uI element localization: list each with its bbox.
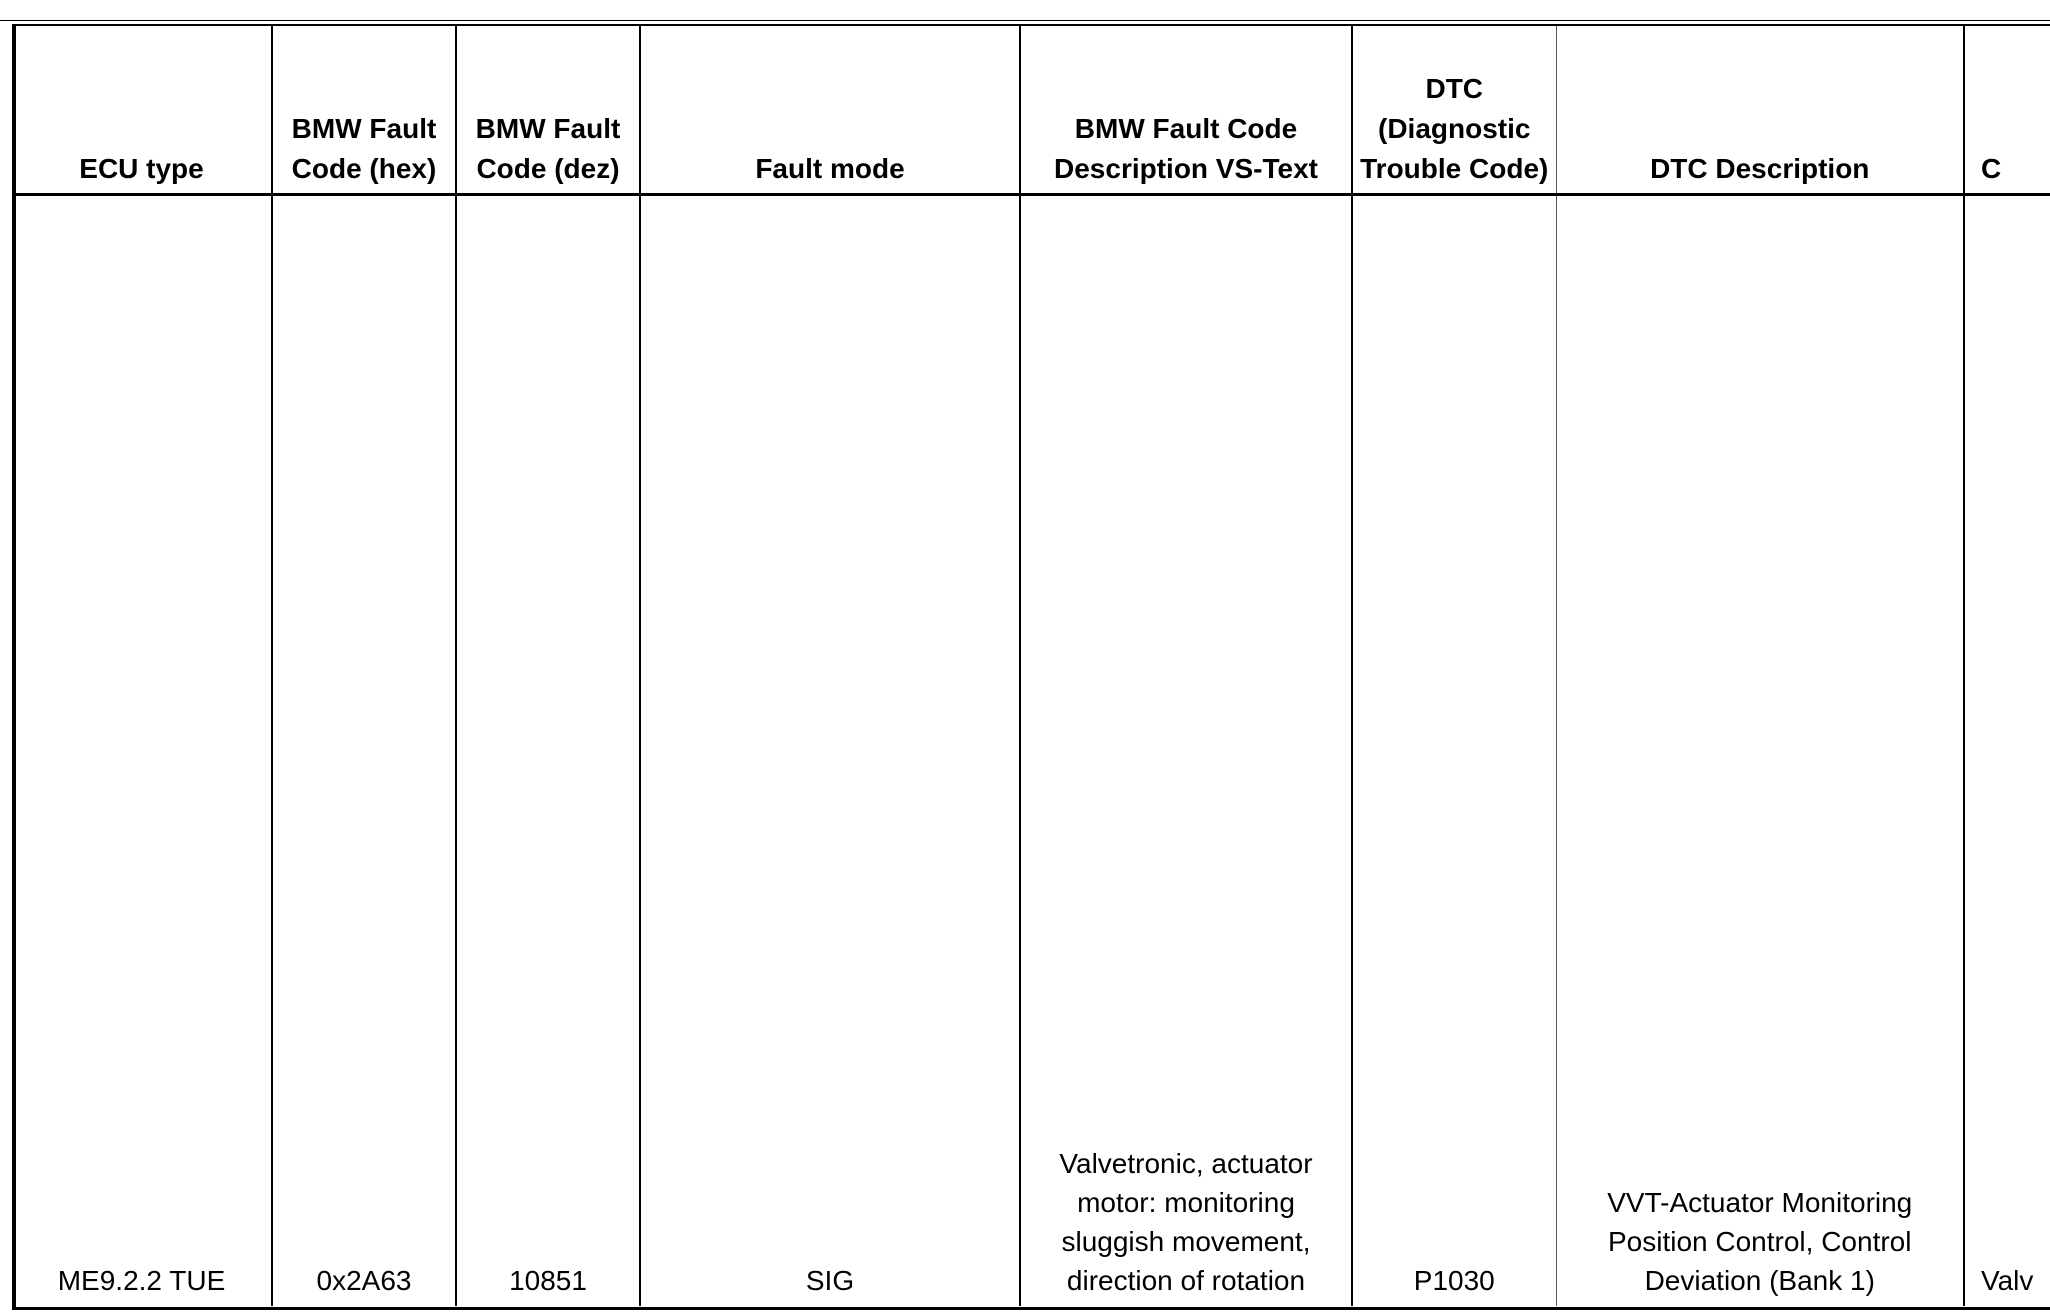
header-fault-mode: Fault mode — [640, 24, 1020, 194]
page-top-rule — [0, 20, 2050, 21]
header-ecu-type: ECU type — [12, 24, 272, 194]
cell-next-column: Valv — [1981, 1265, 2034, 1296]
table-frame — [12, 24, 2050, 1310]
cell-fault-code-hex: 0x2A63 — [272, 194, 456, 1306]
cell-fault-mode: SIG — [640, 194, 1020, 1306]
header-next-column: C — [1964, 24, 2050, 194]
header-fault-code-hex: BMW Fault Code (hex) — [272, 24, 456, 194]
header-fault-code-description: BMW Fault Code Description VS-Text — [1020, 24, 1352, 194]
header-dtc-description: DTC Description — [1556, 24, 1964, 194]
cell-fault-code-dez: 10851 — [456, 194, 640, 1306]
cell-fault-code-description: Valvetronic, actuator motor: monitoring sluggish movement, direction of rotation — [1020, 194, 1352, 1306]
cell-dtc: P1030 — [1352, 194, 1556, 1306]
header-fault-code-dez: BMW Fault Code (dez) — [456, 24, 640, 194]
cell-dtc-description: VVT-Actuator Monitoring Position Control, Control Deviation (Bank 1) — [1556, 194, 1964, 1306]
cell-ecu-type: ME9.2.2 TUE — [12, 194, 272, 1306]
header-dtc: DTC (Diagnostic Trouble Code) — [1352, 24, 1556, 194]
